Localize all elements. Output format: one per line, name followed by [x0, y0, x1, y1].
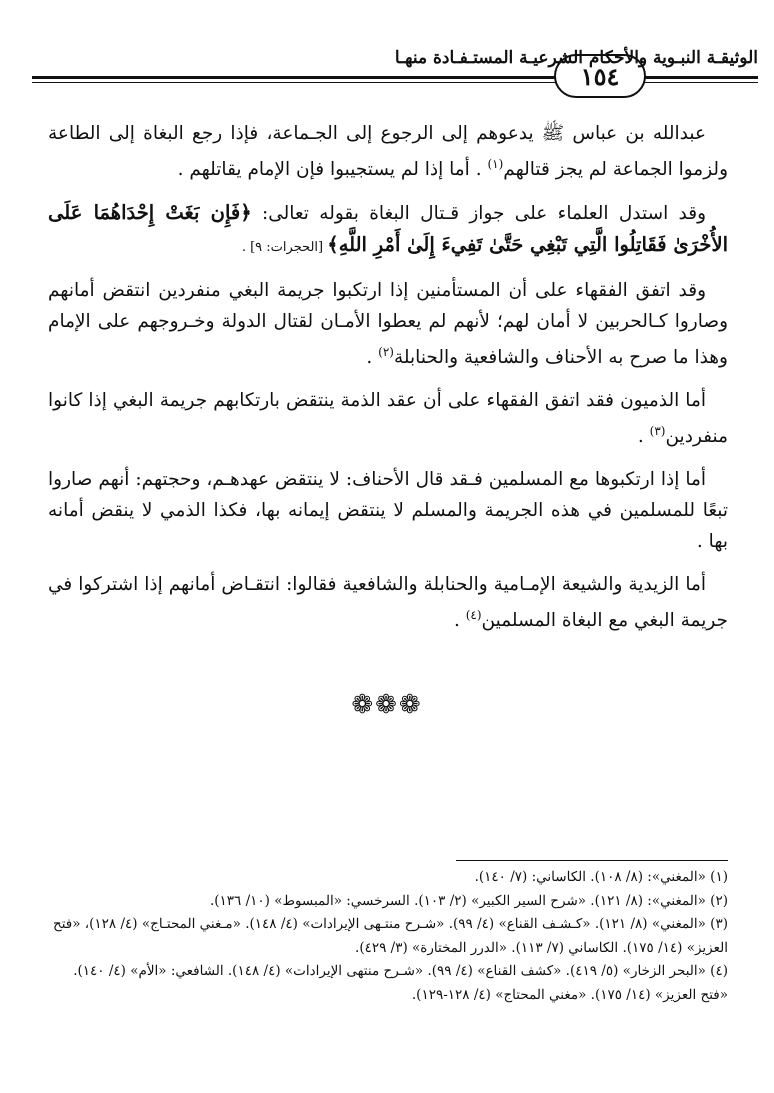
page-header: [32, 46, 758, 100]
footnote-ref: (٢): [378, 345, 394, 360]
footnote: (٤) «البحر الزخار» (٥/ ٤١٩). «كشف القناع» (٤/ ٩٩). «شـرح منتهى الإيرادات» (٤/ ١٤٨). الشافعي: «الأم» (٤/ ١٤٠). «فتح العزيز» (١٤/ ١٧٥). «مغني المحتاج» (٤/ ١٢٨-١٢٩).: [73, 963, 728, 1003]
page-number: ١٥٤: [554, 54, 646, 98]
verse-reference: [الحجرات: ٩] .: [241, 240, 328, 256]
paragraph: أما الذميون فقد اتفق الفقهاء على أن عقد الذمة ينتقض بارتكابهم جريمة البغي إذا كانوا منفردين$^{(٣)}$ .: [48, 390, 728, 448]
paragraph: عبدالله بن عباس ﷺ يدعوهم إلى الرجوع إلى الجـماعة، فإذا رجع البغاة إلى الطاعة ولزموا الجماعة لم يجز قتالهم$^{(١)}$ . أما إذا لم يستجيبوا فإن الإمام يقاتلهم .: [48, 123, 728, 181]
header-rule: [32, 76, 758, 79]
header-rule-thin: [32, 82, 758, 83]
footnote: (٢) «المغني»: (٨/ ١٢١). «شرح السير الكبير» (٢/ ١٠٣). السرخسي: «المبسوط» (١٠/ ١٣٦).: [209, 892, 728, 909]
section-ornament-icon: ❁❁❁: [351, 690, 423, 720]
body-text: [48, 118, 728, 649]
footnote: (١) «المغني»: (٨/ ١٠٨). الكاساني: (٧/ ١٤٠).: [474, 869, 728, 885]
quran-verse: ﴿فَإِن بَغَتْ إِحْدَاهُمَا عَلَى الأُخْرَىٰ فَقَاتِلُوا الَّتِي تَبْغِي حَتَّىٰ تَفِيءَ إِلَىٰ أَمْرِ اللَّهِ﴾: [48, 201, 728, 257]
footnote-divider: [456, 860, 728, 861]
paragraph: أما إذا ارتكبوها مع المسلمين فـقد قال الأحناف: لا ينتقض عهدهـم، وحجتهم: أنهم صاروا تبعًا للمسلمين في هذه الجريمة والمسلم لا ينتقض إيمانه بها، فكذا الذمي لا ينقض أمانه بها .: [48, 469, 728, 553]
paragraph: أما الزيدية والشيعة الإمـامية والحنابلة والشافعية فقالوا: انتقـاض أمانهم إذا اشتركوا في جريمة البغي مع البغاة المسلمين$^{(٤)}$ .: [48, 574, 728, 632]
paragraph: وقد اتفق الفقهاء على أن المستأمنين إذا ارتكبوا جريمة البغي منفردين انتقض أمانهم وصاروا كـالحربين لا أمان لهم؛ لأنهم لم يعطوا الأمـان لقتال الدولة وخـروجهم على الإمام وهذا ما صرح به الأحناف والشافعية والحنابلة$^{(٢)}$ .: [48, 280, 728, 369]
footnote-ref: (٤): [465, 608, 482, 623]
footnote-ref: (١): [487, 157, 504, 171]
running-title: الوثيقـة النبـوية والأحكام الشرعيـة المستـفـادة منهـا: [394, 48, 758, 68]
footnotes: [48, 866, 728, 1007]
footnote: (٣) «المغني» (٨/ ١٢١). «كـشـف القناع» (٤/ ٩٩). «شـرح منتـهى الإيرادات» (٤/ ١٤٨). «مـغني المحتـاج» (٤/ ١٢٨)، «فتح العزيز» (١٤/ ١٧٥). الكاساني (٧/ ١١٣). «الدرر المختارة» (٣/ ٤٢٩).: [52, 916, 728, 956]
footnote-ref: (٣): [649, 424, 666, 439]
paragraph: وقد استدل العلماء على جواز قـتال البغاة بقوله تعالى: ﴿فَإِن بَغَتْ إِحْدَاهُمَا عَلَى الأُخْرَىٰ فَقَاتِلُوا الَّتِي تَبْغِي حَتَّىٰ تَفِيءَ إِلَىٰ أَمْرِ اللَّهِ﴾ [الحجرات: ٩] .: [48, 201, 728, 257]
